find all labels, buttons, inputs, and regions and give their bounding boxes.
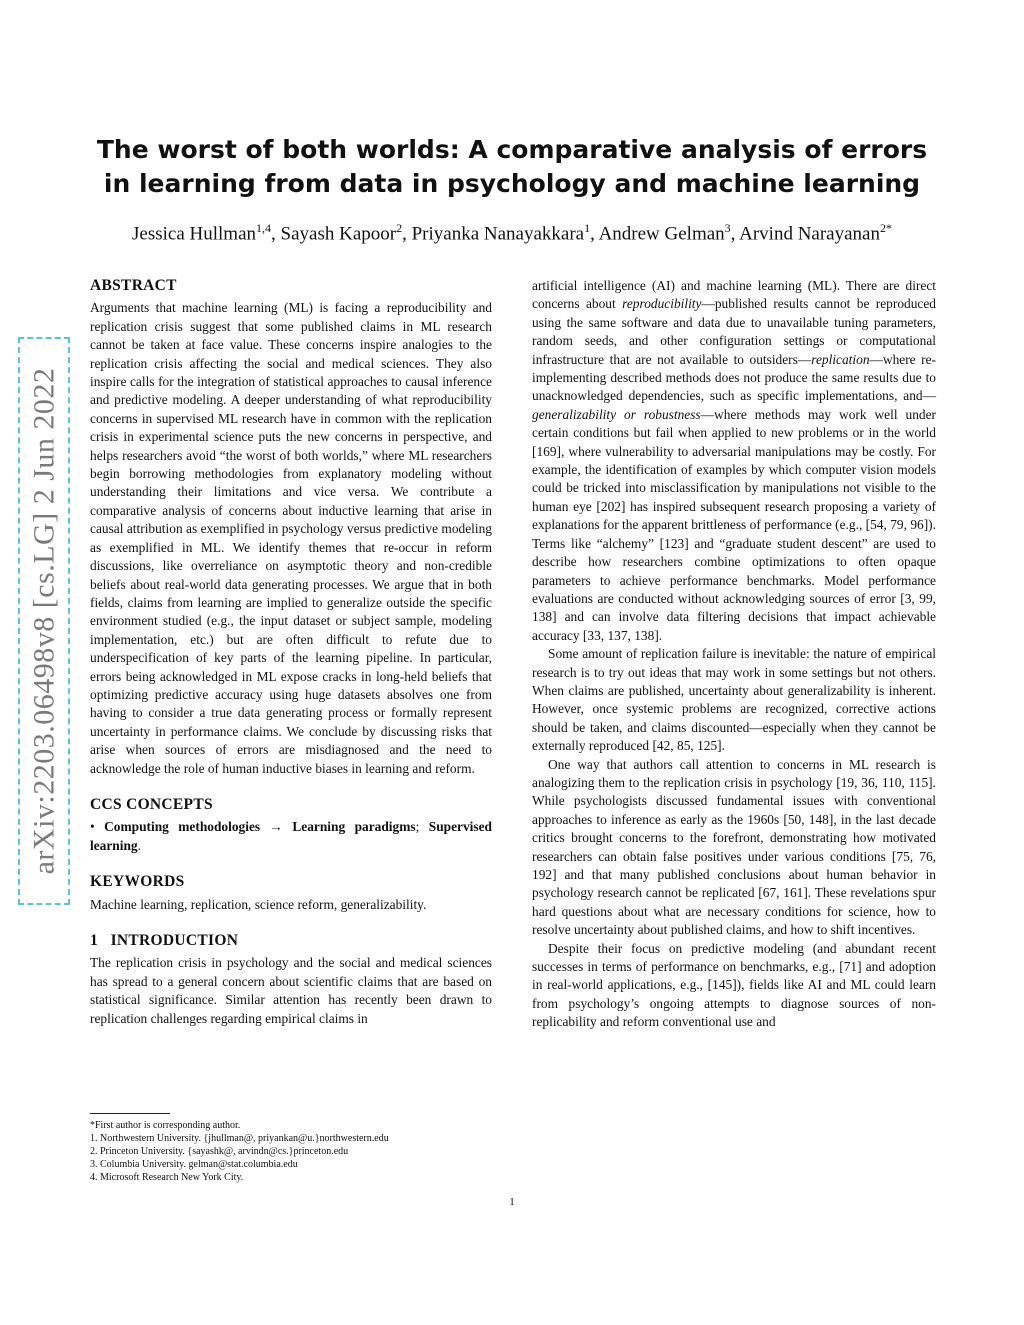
abstract-text: Arguments that machine learning (ML) is facing a reproducibility and replication crisis suggest that some published claims in ML research cannot be taken at face value. These concerns inspire analogies to the replication crisis affecting the social and medical sciences. They also inspire calls for the integration of statistical approaches to causal inference and predictive modeling. A deeper understanding of what reproducibility concerns in supervised ML research have in common with the replication crisis in experimental science puts the new concerns in perspective, and helps researchers avoid “the worst of both worlds,” where ML researchers begin borrowing methodologies from explanatory modeling without understanding their limitations and vice versa. We contribute a comparative analysis of concerns about inductive learning that arise in causal attribution as exemplified in psychology versus predictive modeling as exemplified in ML. We identify themes that re-occur in reform discussions, like overreliance on asymptotic theory and non-credible beliefs about real-world data generating processes. We argue that in both fields, claims from learning are implied to generalize outside the specific environment studied (e.g., the input dataset or subject sample, modeling implementation, etc.) but are often difficult to refute due to underspecification of key parts of the learning pipeline. In particular, errors being acknowledged in ML expose cracks in long-held beliefs that optimizing predictive accuracy using huge datasets absolves one from having to consider a true data generating process or formally represent uncertainty in performance claims. We conclude by discussing risks that arise when sources of errors are misdiagnosed and the need to acknowledge the role of human inductive biases in learning and reform. [90, 300, 492, 776]
footnote-rule [90, 1113, 170, 1114]
author-name: Jessica Hullman [132, 223, 257, 245]
introduction-text: The replication crisis in psychology and the social and medical sciences has spread to a general concern about scientific claims that are based on statistical significance. Similar attention has recently been drawn to replication challenges regarding empirical claims in [90, 955, 492, 1026]
author-name: Sayash Kapoor [280, 223, 397, 245]
author-affiliation: 1,4 [256, 221, 272, 235]
body-paragraph: Some amount of replication failure is inevitable: the nature of empirical research is to try out ideas that may work in some settings but not others. When claims are published, uncertainty about generalizability is inherent. However, once systemic problems are recognized, corrective actions should be taken, and claims discounted—especially when they cannot be externally reproduced [42, 85, 125]. [532, 646, 936, 754]
arxiv-stamp-text: arXiv:2203.06498v8 [cs.LG] 2 Jun 2022 [27, 367, 60, 875]
ccs-heading: CCS CONCEPTS [90, 795, 213, 813]
author-name: Arvind Narayanan [739, 223, 880, 245]
abstract-heading: ABSTRACT [90, 277, 177, 294]
author-list: Jessica Hullman$^{1,4}$, Sayash Kapoor$^2$, Priyanka Nanayakkara$^1$, Andrew Gelman$^3$, Arvind Narayanan$^{2*}$ [132, 221, 892, 245]
footnote: 4. Microsoft Research New York City. [90, 1172, 244, 1183]
author-affiliation: 2* [879, 221, 892, 235]
author-affiliation: 2 [396, 221, 403, 235]
footnote: *First author is corresponding author. [90, 1120, 241, 1131]
paper-title: The worst of both worlds: A comparative analysis of errors in learning from data in psychology and machine learning [96, 135, 928, 198]
author-affiliation: 1 [584, 221, 591, 235]
body-paragraph: artificial intelligence (AI) and machine learning (ML). There are direct concerns about reproducibility—published results cannot be reproduced using the same software and data due to unavailable tuning parameters, random seeds, and other configuration settings or computational infrastructure that are not available to outsiders—replication—where re-implementing described methods does not produce the same results due to unacknowledged dependencies, such as specific implementations, and—generalizability or robustness—where methods may work well under certain conditions but fail when applied to new problems or in the world [169], where vulnerability to adversarial manipulations may be costly. For example, the identification of examples by which computer vision models could be tricked into misclassification by manipulations not visible to the human eye [202] has inspired subsequent research proposing a variety of explanations for the apparent brittleness of performance (e.g., [54, 79, 96]). Terms like “alchemy” [123] and “graduate student descent” are used to describe how researchers combine optimizations to often opaque parameters to achieve performance benchmarks. Model performance evaluations are conducted without acknowledging sources of error [3, 99, 138] and can involve data filtering decisions that impact achievable accuracy [33, 137, 138]. [532, 278, 936, 643]
footnote: 1. Northwestern University. {jhullman@, priyankan@u.}northwestern.edu [90, 1133, 389, 1144]
introduction-heading: 1 INTRODUCTION [90, 932, 239, 949]
footnotes [90, 1119, 510, 1184]
arxiv-stamp [18, 337, 70, 905]
body-paragraph: Despite their focus on predictive modeling (and abundant recent successes in terms of performance on benchmarks, e.g., [71] and adoption in real-world applications, e.g., [145]), fields like AI and ML could learn from psychology’s ongoing attempts to diagnose sources of non-replicability and reform conventional use and [532, 940, 936, 1030]
author-name: Andrew Gelman [598, 223, 725, 245]
left-column [90, 277, 492, 1028]
body-paragraph: One way that authors call attention to concerns in ML research is analogizing them to the replication crisis in psychology [19, 36, 110, 115]. While psychologists discussed fundamental issues with conventional approaches to inference as early as the 1960s [50, 148], in the last decade critics brought concerns to the forefront, demonstrating how motivated researchers can obtain false positives under various conditions [75, 76, 192] and that many published conclusions about human behavior in psychology research cannot be replicated [67, 161]. These revelations spur hard questions about what are necessary conditions for science, how to resolve uncertainty about published claims, and how to shift incentives. [532, 756, 936, 938]
introduction-section [90, 932, 492, 1028]
ccs-text: • Computing methodologies → Learning paradigms; Supervised learning. [90, 819, 492, 853]
author-name: Priyanka Nanayakkara [411, 223, 585, 245]
keywords-section [90, 873, 492, 914]
keywords-text: Machine learning, replication, science reform, generalizability. [90, 896, 427, 912]
right-column [532, 277, 936, 1032]
keywords-heading: KEYWORDS [90, 873, 185, 891]
footnote: 2. Princeton University. {sayashk@, arvindn@cs.}princeton.edu [90, 1146, 349, 1157]
page-number: 1 [509, 1196, 515, 1208]
ccs-section [90, 796, 492, 855]
footnote: 3. Columbia University. gelman@stat.columbia.edu [90, 1159, 298, 1170]
author-affiliation: 3 [724, 221, 731, 235]
